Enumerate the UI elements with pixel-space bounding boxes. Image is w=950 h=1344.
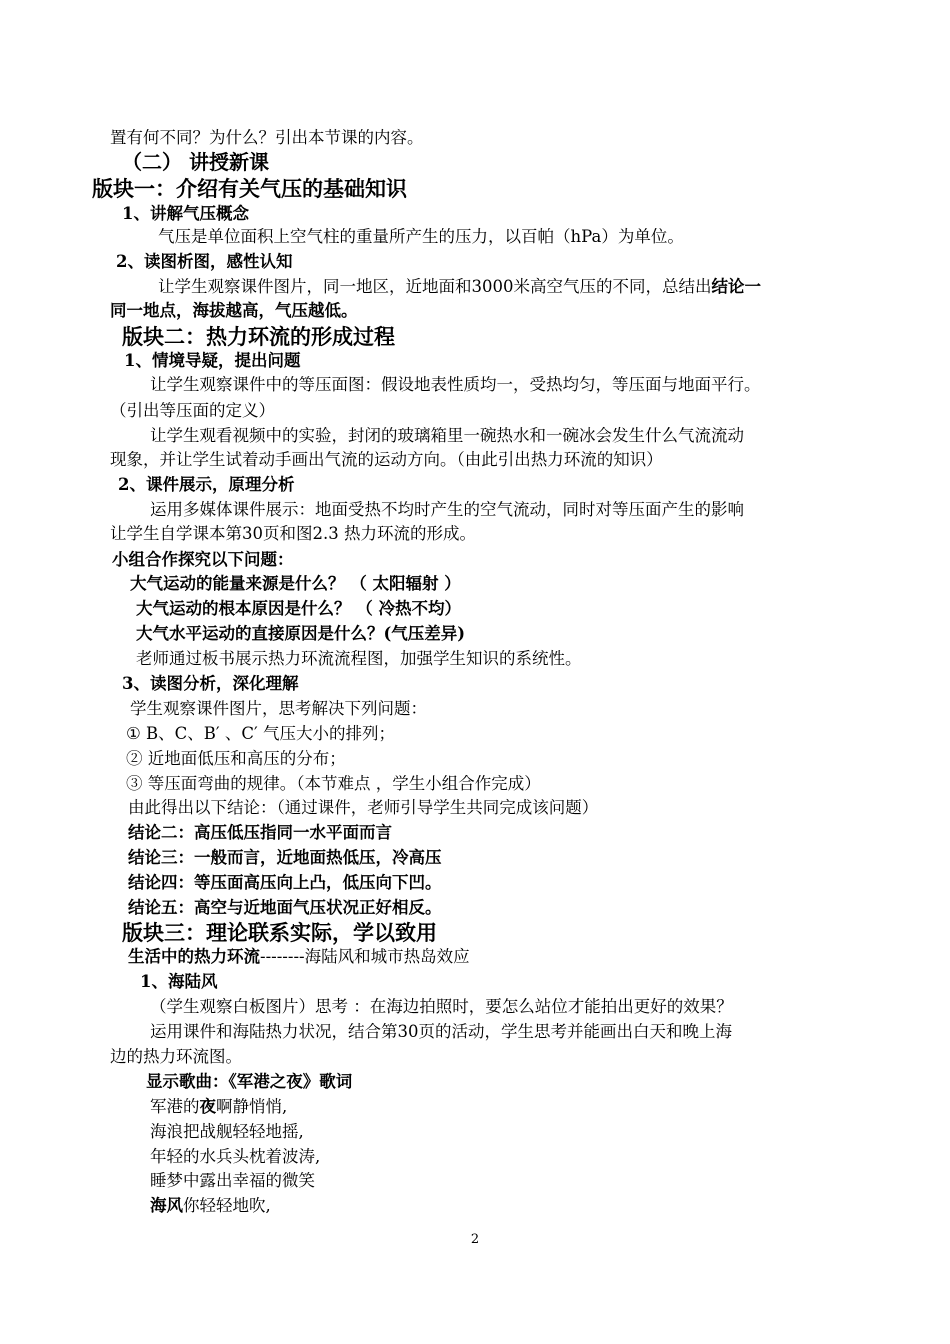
text-line: 运用课件和海陆热力状况，结合第30页的活动，学生思考并能画出白天和晚上海	[150, 1022, 732, 1041]
text-line	[128, 946, 470, 968]
text-line: 运用多媒体课件展示：地面受热不均时产生的空气流动，同时对等压面产生的影响	[150, 500, 744, 519]
text-line: 现象，并让学生试着动手画出气流的运动方向。（由此引出热力环流的知识）	[110, 450, 663, 469]
text-line	[158, 276, 761, 298]
text-line-bold: 同一地点，海拔越高，气压越低。	[110, 301, 358, 320]
text-bold: 海风	[150, 1196, 183, 1215]
list-item: ③ 等压面弯曲的规律。（本节难点 ，学生小组合作完成）	[126, 774, 541, 793]
subheading: 1、海陆风	[140, 972, 218, 991]
text-line: 老师通过板书展示热力环流流程图，加强学生知识的系统性。	[136, 649, 582, 668]
text-line: 让学生观看视频中的实验，封闭的玻璃箱里一碗热水和一碗冰会发生什么气流流动	[150, 426, 744, 445]
question-line: 大气运动的能量来源是什么？ （ 太阳辐射 ）	[130, 574, 461, 593]
block-heading: 版块二：热力环流的形成过程	[122, 324, 395, 349]
text-line: 学生观察课件图片，思考解决下列问题：	[130, 699, 427, 718]
block-heading: 版块一：介绍有关气压的基础知识	[92, 176, 407, 201]
list-item: ① B、C、B′ 、C′ 气压大小的排列；	[126, 724, 396, 743]
text-line: 气压是单位面积上空气柱的重量所产生的压力，以百帕（hPa）为单位。	[158, 227, 684, 246]
text-span: 你轻轻地吹,	[183, 1196, 271, 1215]
text-bold: 生活中的热力环流	[128, 947, 260, 966]
text-line: 让学生观察课件中的等压面图：假设地表性质均一，受热均匀，等压面与地面平行。	[150, 375, 761, 394]
lyric-line: 海浪把战舰轻轻地摇,	[150, 1122, 304, 1141]
text-line: 由此得出以下结论：（通过课件，老师引导学生共同完成该问题）	[128, 798, 599, 817]
subheading: 2、课件展示，原理分析	[118, 475, 295, 494]
subheading: 1、情境导疑，提出问题	[124, 351, 301, 370]
lyric-line	[150, 1096, 287, 1118]
subheading: 显示歌曲：《军港之夜》歌词	[146, 1072, 353, 1091]
question-line: 大气水平运动的直接原因是什么？(气压差异)	[136, 624, 466, 643]
conclusion-line: 结论五：高空与近地面气压状况正好相反。	[128, 898, 442, 917]
block-heading: 版块三：理论联系实际，学以致用	[122, 920, 437, 945]
text-bold: 夜	[199, 1097, 216, 1116]
text-line: 置有何不同？为什么？引出本节课的内容。	[110, 128, 424, 147]
subheading: 3、读图分析，深化理解	[122, 674, 299, 693]
text-line: 让学生自学课本第30页和图2.3 热力环流的形成。	[110, 524, 476, 543]
subheading: 2、读图析图，感性认知	[116, 252, 293, 271]
section-heading: （二） 讲授新课	[122, 150, 269, 174]
question-line: 大气运动的根本原因是什么？ （ 冷热不均）	[136, 599, 461, 618]
text-line: 边的热力环流图。	[110, 1047, 242, 1066]
conclusion-line: 结论四：等压面高压向上凸，低压向下凹。	[128, 873, 442, 892]
text-span: --------海陆风和城市热岛效应	[260, 947, 470, 966]
text-span: 军港的	[150, 1097, 200, 1116]
text-line: （学生观察白板图片）思考 ：在海边拍照时，要怎么站位才能拍出更好的效果？	[150, 997, 733, 1016]
subheading: 小组合作探究以下问题：	[112, 550, 294, 569]
conclusion-line: 结论三：一般而言，近地面热低压，冷高压	[128, 848, 442, 867]
conclusion-line: 结论二：高压低压指同一水平面而言	[128, 823, 392, 842]
text-line: （引出等压面的定义）	[110, 401, 275, 420]
lyric-line: 睡梦中露出幸福的微笑	[150, 1171, 315, 1190]
text-span: 啊静悄悄,	[216, 1097, 288, 1116]
subheading: 1、讲解气压概念	[122, 204, 249, 223]
text-bold: 结论一	[711, 277, 761, 296]
list-item: ② 近地面低压和高压的分布；	[126, 749, 346, 768]
page-number: 2	[470, 1232, 480, 1247]
lyric-line: 年轻的水兵头枕着波涛,	[150, 1147, 321, 1166]
lyric-line	[150, 1195, 271, 1217]
text-span: 让学生观察课件图片，同一地区，近地面和3000米高空气压的不同，总结出	[158, 277, 712, 296]
